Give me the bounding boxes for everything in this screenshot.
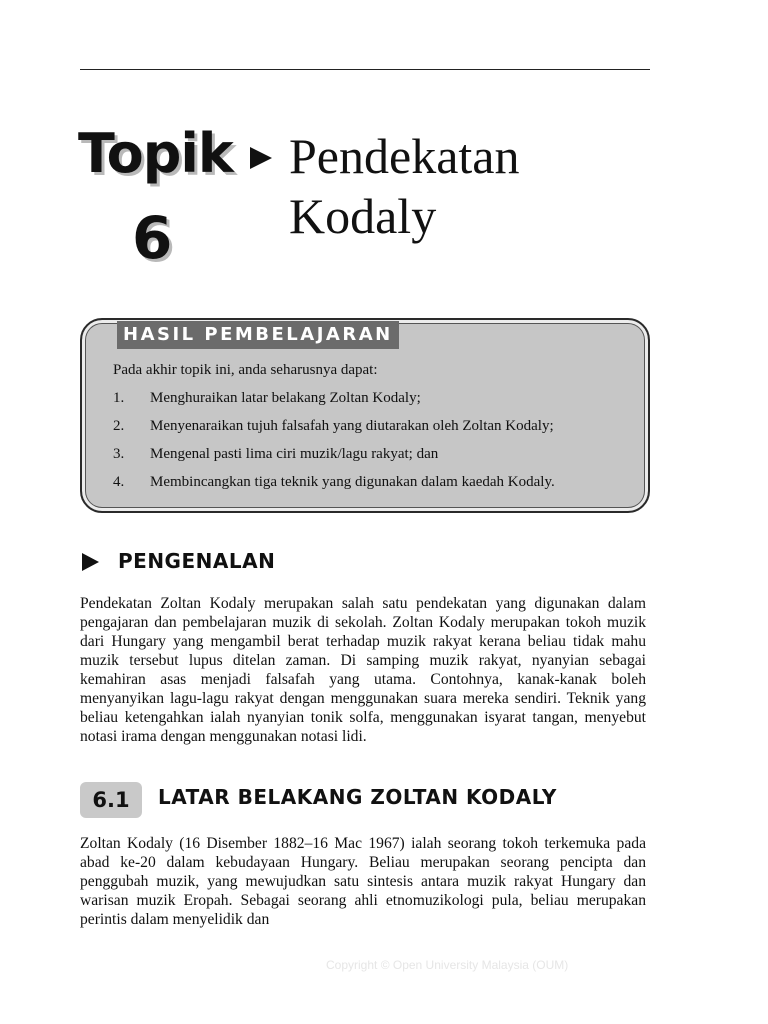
list-item-number: 4. <box>113 474 125 490</box>
section-heading-intro: PENGENALAN <box>118 549 276 573</box>
list-item-text: Mengenal pasti lima ciri muzik/lagu rakyat; dan <box>150 446 439 462</box>
list-item-text: Membincangkan tiga teknik yang digunakan dalam kaedah Kodaly. <box>150 474 555 490</box>
learning-outcomes-label: HASIL PEMBELAJARAN <box>117 321 399 349</box>
topic-number: 6 <box>132 204 173 272</box>
learning-outcomes-intro: Pada akhir topik ini, anda seharusnya dapat: <box>113 362 378 378</box>
play-arrow-icon <box>250 147 272 169</box>
section-number: 6.1 <box>92 788 130 812</box>
list-item-number: 1. <box>113 390 125 406</box>
intro-paragraph: Pendekatan Zoltan Kodaly merupakan salah satu pendekatan yang digunakan dalam pengajaran dan pembelajaran muzik di sekolah. Zoltan Kodaly merupakan tokoh muzik dari Hungary yang mengambil berat terhadap muzik rakyat kerana beliau tidak mahu muzik tersebut lupus ditelan zaman. Di samping muzik rakyat, nyanyian sebagai kemahiran asas menjadi falsafah yang utama. Contohnya, kanak-kanak boleh menyanyikan lagu-lagu rakyat dengan menggunakan suara mereka sendiri. Teknik yang beliau ketengahkan ialah nyanyian tonik solfa, menggunakan isyarat tangan, menyebut notasi irama dengan menggunakan notasi lidi. <box>80 595 646 745</box>
chapter-title: Pendekatan Kodaly <box>289 128 520 244</box>
list-item-number: 2. <box>113 418 125 434</box>
section-heading-6-1: LATAR BELAKANG ZOLTAN KODALY <box>158 785 557 809</box>
list-item-text: Menyenaraikan tujuh falsafah yang diutarakan oleh Zoltan Kodaly; <box>150 418 554 434</box>
section-arrow-icon <box>82 553 99 571</box>
copyright-watermark: Copyright © Open University Malaysia (OUM) <box>326 958 569 972</box>
section-6-1-paragraph: Zoltan Kodaly (16 Disember 1882–16 Mac 1967) ialah seorang tokoh terkemuka pada abad ke-20 dalam kebudayaan Hungary. Beliau merupakan seorang pencipta dan penggubah muzik, yang mewujudkan satu sintesis antara muzik rakyat Hungary dan warisan muzik Eropah. Sebagai seorang ahli etnomuzikologi pula, beliau merupakan perintis dalam menyelidik dan <box>80 835 646 928</box>
header-rule <box>80 69 650 70</box>
list-item-number: 3. <box>113 446 125 462</box>
list-item-text: Menghuraikan latar belakang Zoltan Kodaly; <box>150 390 421 406</box>
topic-word: Topik <box>78 122 233 185</box>
